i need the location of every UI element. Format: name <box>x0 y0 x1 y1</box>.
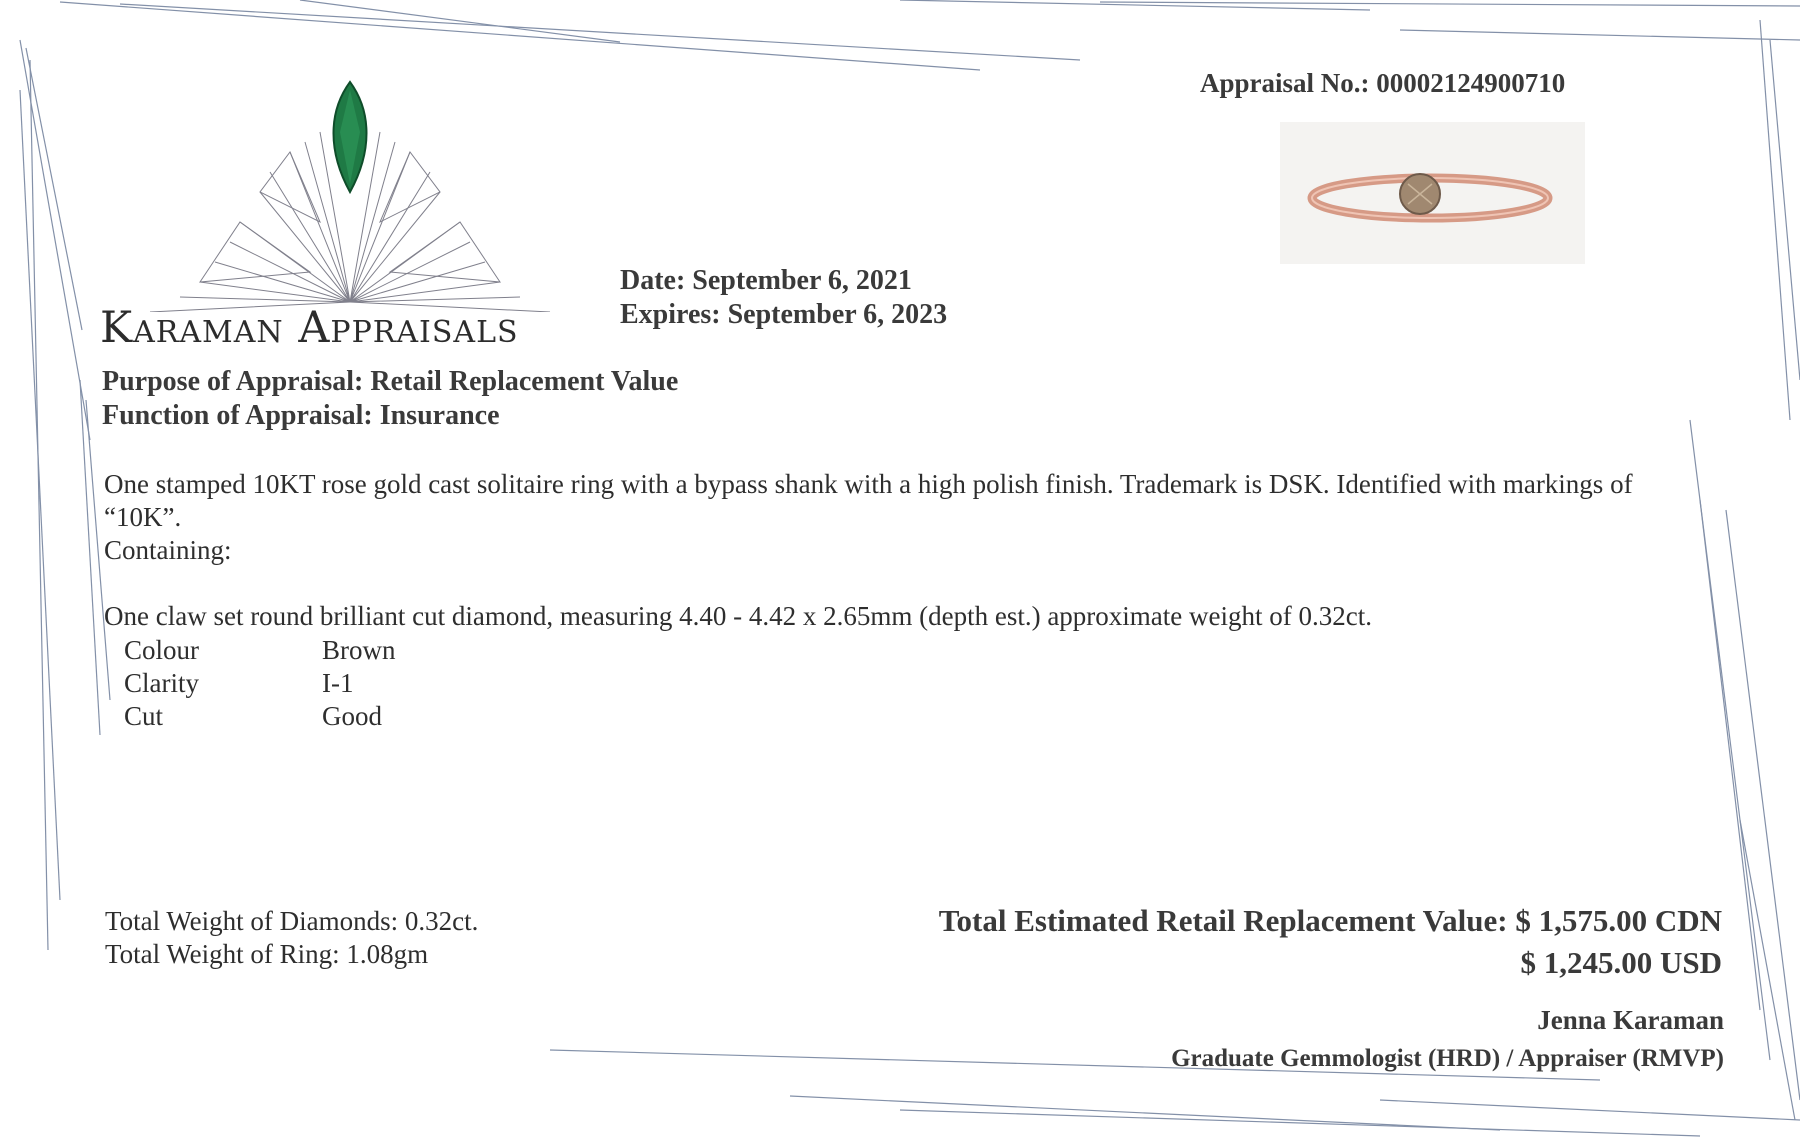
grade-value: I-1 <box>322 668 354 698</box>
appraiser-name: Jenna Karaman <box>1537 1005 1724 1035</box>
total-value-block <box>939 900 1722 984</box>
grading-table <box>124 634 396 733</box>
appraiser-title: Graduate Gemmologist (HRD) / Appraiser (RMVP) <box>1171 1045 1724 1072</box>
purpose-of-appraisal: Purpose of Appraisal: Retail Replacement Value <box>102 366 679 397</box>
ring-description: One stamped 10KT rose gold cast solitaire ring with a bypass shank with a high polish finish. Trademark is DSK. Identified with markings of “10K”. <box>104 469 1633 532</box>
signature-block <box>1171 1000 1724 1078</box>
appraisal-date: Date: September 6, 2021 <box>620 265 912 296</box>
appraisal-number: Appraisal No.: 00002124900710 <box>1200 68 1566 98</box>
total-value-usd: $ 1,245.00 USD <box>1520 945 1722 980</box>
diamond-description: One claw set round brilliant cut diamond, measuring 4.40 - 4.42 x 2.65mm (depth est.) approximate weight of 0.32ct. <box>104 601 1372 631</box>
ring-weight: Total Weight of Ring: 1.08gm <box>105 939 429 969</box>
date-block <box>620 264 947 332</box>
grade-row <box>124 634 396 667</box>
diamond-weight: Total Weight of Diamonds: 0.32ct. <box>105 906 479 936</box>
weights-block <box>105 905 478 971</box>
grade-label: Clarity <box>124 668 199 698</box>
grade-value: Good <box>322 701 382 731</box>
item-description <box>104 468 1664 567</box>
grade-label: Cut <box>124 701 164 731</box>
grade-row <box>124 700 396 733</box>
total-value-cdn: Total Estimated Retail Replacement Value: $ 1,575.00 CDN <box>938 903 1722 938</box>
company-logo <box>140 72 560 312</box>
grade-value: Brown <box>322 635 396 665</box>
ring-photo <box>1280 122 1585 264</box>
function-of-appraisal: Function of Appraisal: Insurance <box>102 400 500 431</box>
containing-label: Containing: <box>104 535 232 565</box>
grade-label: Colour <box>124 635 200 665</box>
grade-row <box>124 667 396 700</box>
expiry-date: Expires: September 6, 2023 <box>620 299 948 330</box>
purpose-block <box>102 365 678 433</box>
company-name: Karaman Appraisals <box>100 303 519 353</box>
